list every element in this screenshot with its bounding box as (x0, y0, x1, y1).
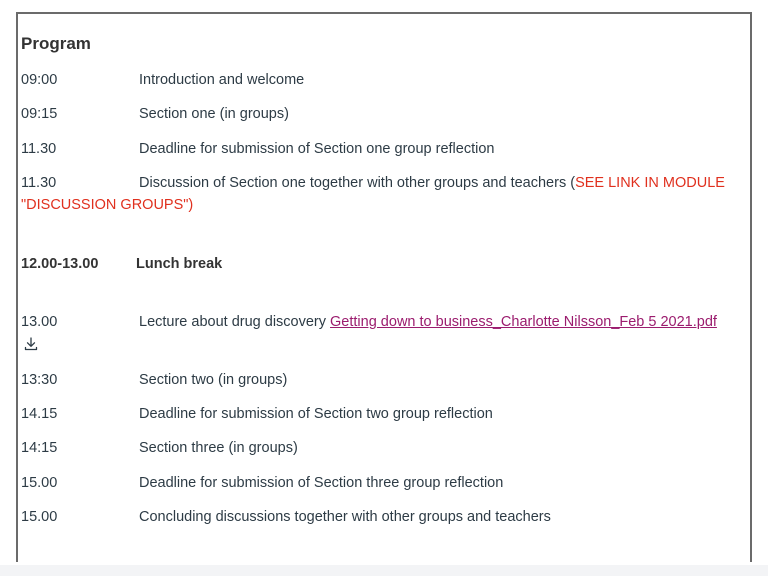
schedule-desc (139, 172, 725, 194)
schedule-time: 13:30 (21, 372, 58, 388)
module-link-note: SEE LINK IN MODULE (575, 175, 725, 191)
schedule-desc: Deadline for submission of Section three group reflection (139, 475, 504, 491)
schedule-desc: Deadline for submission of Section two group reflection (139, 406, 493, 422)
schedule-time: 12.00-13.00 (21, 256, 99, 272)
schedule-desc-text: Discussion of Section one together with other groups and teachers ( (139, 175, 576, 191)
schedule-time: 09:15 (21, 106, 58, 122)
schedule-time: 14.15 (21, 406, 58, 422)
schedule-desc: Deadline for submission of Section one group reflection (139, 141, 495, 157)
download-icon[interactable] (23, 336, 39, 352)
program-title: Program (21, 34, 91, 53)
schedule-row (21, 172, 749, 216)
module-link-note-continued: "DISCUSSION GROUPS") (21, 197, 194, 213)
schedule-desc: Lunch break (136, 256, 223, 272)
schedule-desc: Concluding discussions together with other groups and teachers (139, 509, 551, 525)
schedule-desc: Section three (in groups) (139, 440, 298, 456)
schedule-desc: Section two (in groups) (139, 372, 288, 388)
schedule-time: 11.30 (21, 141, 57, 157)
schedule-desc: Introduction and welcome (139, 72, 305, 88)
schedule-time: 11.30 (21, 175, 57, 191)
page-bottom-strip (0, 565, 768, 576)
schedule-time: 15.00 (21, 475, 58, 491)
lecture-pdf-link[interactable]: Getting down to business_Charlotte Nilsson_Feb 5 2021.pdf (330, 314, 717, 330)
schedule-desc: Section one (in groups) (139, 106, 289, 122)
program-panel (16, 12, 752, 562)
schedule-time: 14:15 (21, 440, 58, 456)
schedule-time: 15.00 (21, 509, 58, 525)
schedule-desc-text: Lecture about drug discovery (139, 314, 331, 330)
schedule-time: 13.00 (21, 314, 58, 330)
schedule-time: 09:00 (21, 72, 58, 88)
schedule-desc (139, 311, 717, 333)
schedule-row (21, 311, 749, 355)
